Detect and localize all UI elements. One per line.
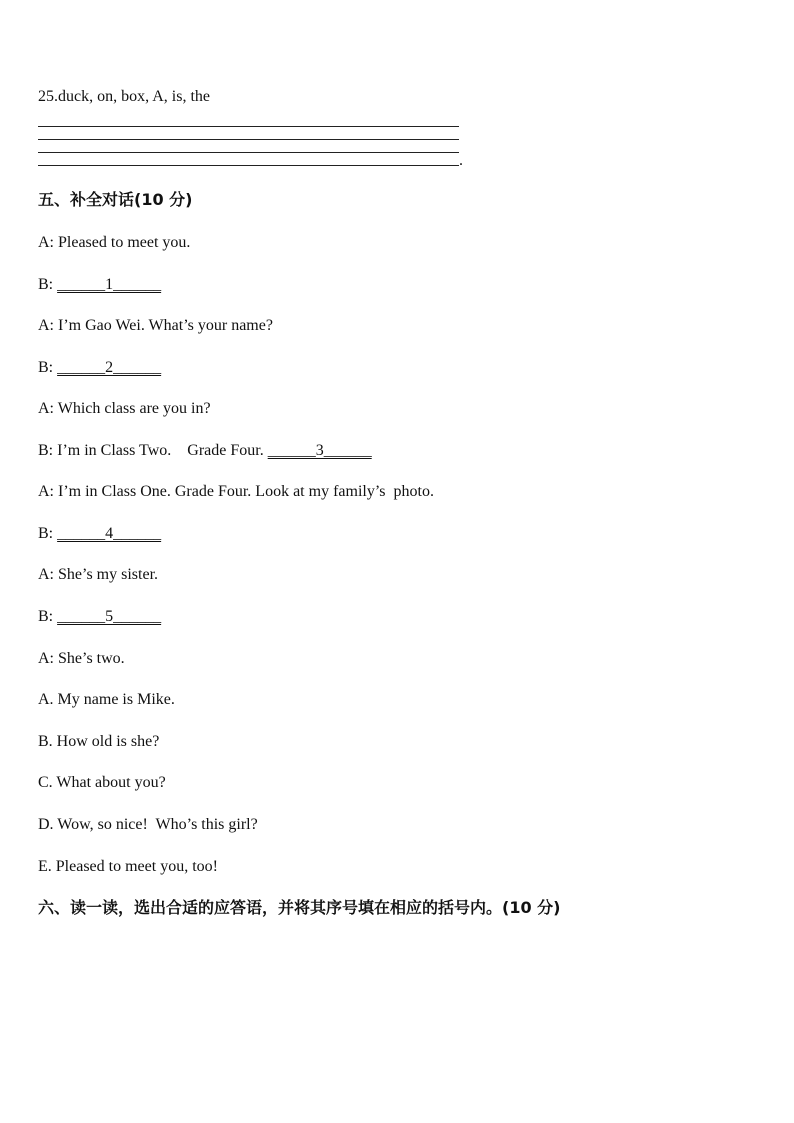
dialogue-speaker: B: I’m in Class Two. Grade Four. [38, 442, 268, 459]
dialogue-line-6 [38, 441, 372, 461]
answer-end-mark: . [459, 152, 463, 169]
dialogue-line-9: A: She’s my sister. [38, 566, 159, 583]
blank-5[interactable]: ______5______ [57, 608, 162, 625]
answer-line-4 [38, 165, 459, 166]
option-c: C. What about you? [38, 774, 166, 791]
blank-4[interactable]: ______4______ [57, 525, 162, 542]
dialogue-speaker: B: [38, 276, 58, 293]
dialogue-speaker: B: [38, 608, 58, 625]
answer-line-3 [38, 152, 459, 153]
dialogue-line-10 [38, 607, 161, 627]
blank-3[interactable]: ______3______ [267, 442, 372, 459]
section-6-title: 六、读一读，选出合适的应答语，并将其序号填在相应的括号内。(10 分) [38, 898, 561, 917]
dialogue-line-4 [38, 358, 161, 378]
question-25-prompt: 25.duck, on, box, A, is, the [38, 88, 210, 105]
option-d: D. Wow, so nice! Who’s this girl? [38, 816, 258, 833]
answer-line-2 [38, 139, 459, 140]
answer-line-1 [38, 126, 459, 127]
blank-2[interactable]: ______2______ [57, 359, 162, 376]
option-b: B. How old is she? [38, 733, 160, 750]
dialogue-line-2 [38, 275, 161, 295]
section-5-title: 五、补全对话(10 分) [38, 190, 193, 209]
dialogue-speaker: B: [38, 525, 58, 542]
dialogue-line-11: A: She’s two. [38, 650, 125, 667]
dialogue-line-3: A: I’m Gao Wei. What’s your name? [38, 317, 273, 334]
dialogue-line-8 [38, 524, 161, 544]
option-e: E. Pleased to meet you, too! [38, 858, 218, 875]
dialogue-line-1: A: Pleased to meet you. [38, 234, 191, 251]
option-a: A. My name is Mike. [38, 691, 175, 708]
blank-1[interactable]: ______1______ [57, 276, 162, 293]
dialogue-line-7: A: I’m in Class One. Grade Four. Look at my family’s photo. [38, 483, 434, 500]
dialogue-speaker: B: [38, 359, 58, 376]
dialogue-line-5: A: Which class are you in? [38, 400, 211, 417]
